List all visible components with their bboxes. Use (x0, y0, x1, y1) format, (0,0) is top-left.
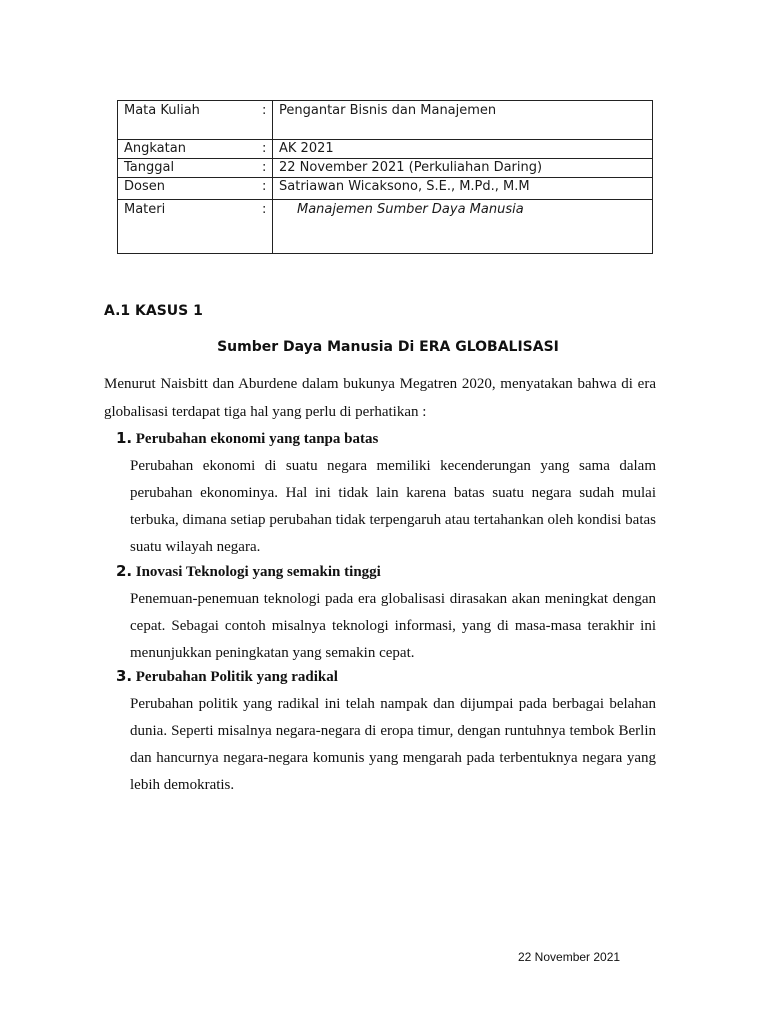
info-value: Pengantar Bisnis dan Manajemen (273, 101, 653, 140)
info-separator: : (262, 200, 273, 254)
item-heading: Perubahan Politik yang radikal (135, 669, 338, 685)
list-item (116, 557, 656, 667)
info-separator: : (262, 101, 273, 140)
item-body: Penemuan-penemuan teknologi pada era globalisasi dirasakan akan meningkat dengan cepat. Sebagai contoh misalnya teknologi informasi, yang di masa-masa terakhir ini menunjukkan peningkatan yang semakin cepat. (130, 591, 656, 661)
info-label: Mata Kuliah (118, 101, 263, 140)
info-label: Tanggal (118, 159, 263, 178)
info-label: Angkatan (118, 140, 263, 159)
item-body: Perubahan politik yang radikal ini telah nampak dan dijumpai pada berbagai belahan dunia. Seperti misalnya negara-negara di eropa timur, dengan runtuhnya tembok Berlin dan hancurnya negara-negara komunis yang mengarah pada terbentuknya negara yang lebih demokratis. (130, 696, 656, 793)
item-number: 1. (116, 429, 133, 447)
info-value: AK 2021 (273, 140, 653, 159)
info-separator: : (262, 140, 273, 159)
item-heading: Perubahan ekonomi yang tanpa batas (135, 431, 379, 447)
info-separator: : (262, 178, 273, 200)
info-row-tanggal (118, 159, 653, 178)
item-number: 3. (116, 667, 133, 685)
document-title: Sumber Daya Manusia Di ERA GLOBALISASI (217, 339, 559, 355)
list-item (116, 424, 656, 561)
list-item (116, 662, 656, 799)
info-label: Dosen (118, 178, 263, 200)
info-value: 22 November 2021 (Perkuliahan Daring) (273, 159, 653, 178)
section-heading: A.1 KASUS 1 (104, 303, 203, 319)
course-info-table (117, 100, 653, 254)
info-label: Materi (118, 200, 263, 254)
intro-paragraph: Menurut Naisbitt dan Aburdene dalam bukunya Megatren 2020, menyatakan bahwa di era globalisasi terdapat tiga hal yang perlu di perhatikan : (104, 376, 656, 420)
item-body: Perubahan ekonomi di suatu negara memiliki kecenderungan yang sama dalam perubahan ekonominya. Hal ini tidak lain karena batas suatu negara sudah mulai terbuka, dimana setiap perubahan tidak terpengaruh atau tertahankan oleh kondisi batas suatu wilayah negara. (130, 458, 656, 555)
info-row-dosen (118, 178, 653, 200)
info-row-angkatan (118, 140, 653, 159)
item-heading: Inovasi Teknologi yang semakin tinggi (135, 564, 381, 580)
footer-date: 22 November 2021 (518, 950, 621, 964)
info-separator: : (262, 159, 273, 178)
info-value: Satriawan Wicaksono, S.E., M.Pd., M.M (273, 178, 653, 200)
info-value: Manajemen Sumber Daya Manusia (273, 200, 653, 254)
item-number: 2. (116, 562, 133, 580)
info-row-mata-kuliah (118, 101, 653, 140)
info-row-materi (118, 200, 653, 254)
